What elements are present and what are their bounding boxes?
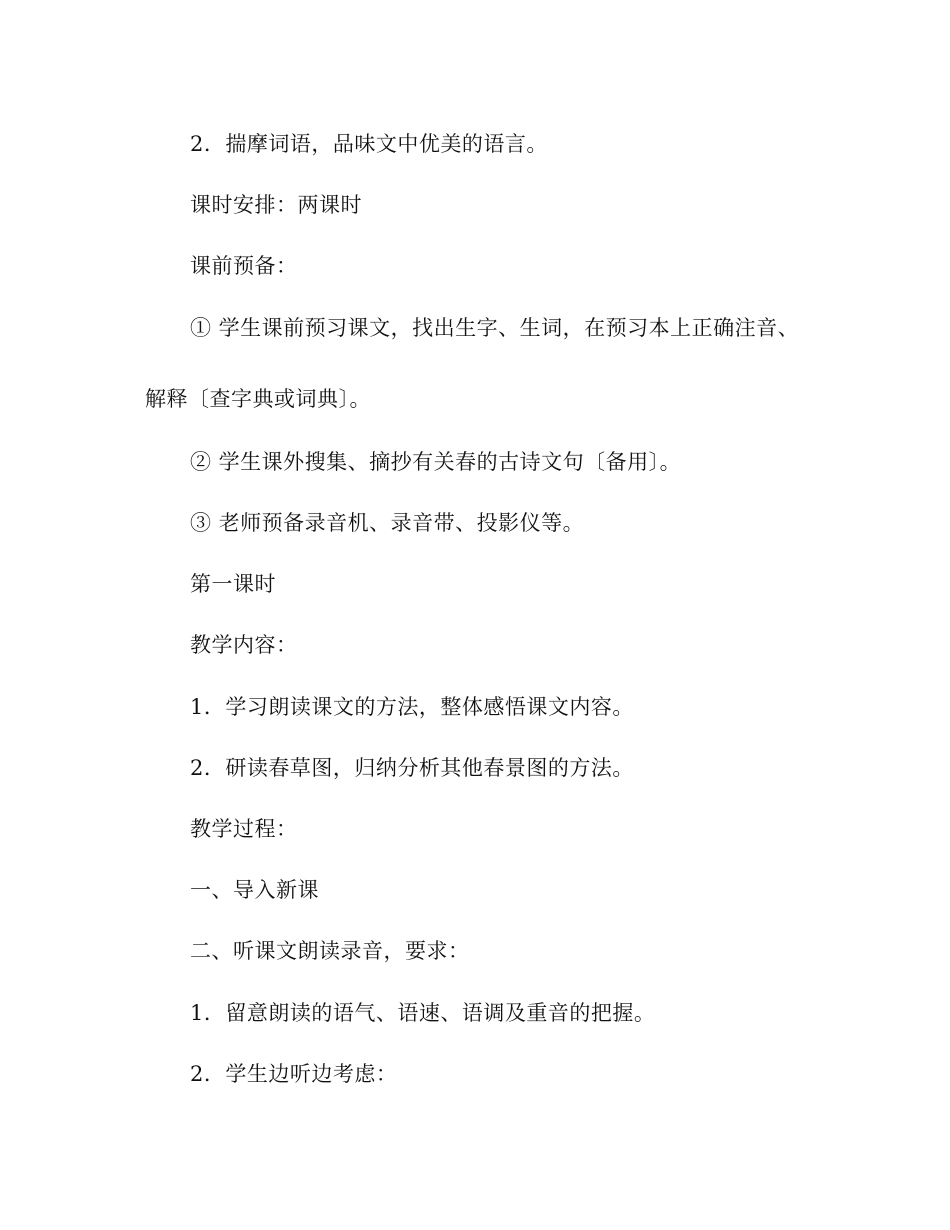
listening-item-1: 1．留意朗读的语气、语速、语调及重音的把握。 xyxy=(190,1001,656,1025)
process-step-2: 二、听课文朗读录音，要求： xyxy=(190,939,470,963)
preparation-item-1-continued: 解释〔查字典或词典〕。 xyxy=(145,387,371,411)
preparation-heading: 课前预备： xyxy=(190,254,298,278)
listening-item-2: 2．学生边听边考虑： xyxy=(190,1062,398,1086)
preparation-item-3: ③ 老师预备录音机、录音带、投影仪等。 xyxy=(190,511,585,535)
content-item-2: 2．研读春草图，归纳分析其他春景图的方法。 xyxy=(190,756,634,780)
preparation-item-2: ② 学生课外搜集、摘抄有关春的古诗文句〔备用〕。 xyxy=(190,450,682,474)
process-heading: 教学过程： xyxy=(190,817,298,841)
process-step-1: 一、导入新课 xyxy=(190,878,319,902)
preparation-item-1: ① 学生课前预习课文，找出生字、生词，在预习本上正确注音、 xyxy=(190,316,800,340)
objective-2: 2．揣摩词语，品味文中优美的语言。 xyxy=(190,132,548,156)
content-heading: 教学内容： xyxy=(190,633,298,657)
schedule-line: 课时安排：两课时 xyxy=(190,193,362,217)
lesson-heading: 第一课时 xyxy=(190,572,276,596)
content-item-1: 1．学习朗读课文的方法，整体感悟课文内容。 xyxy=(190,695,634,719)
